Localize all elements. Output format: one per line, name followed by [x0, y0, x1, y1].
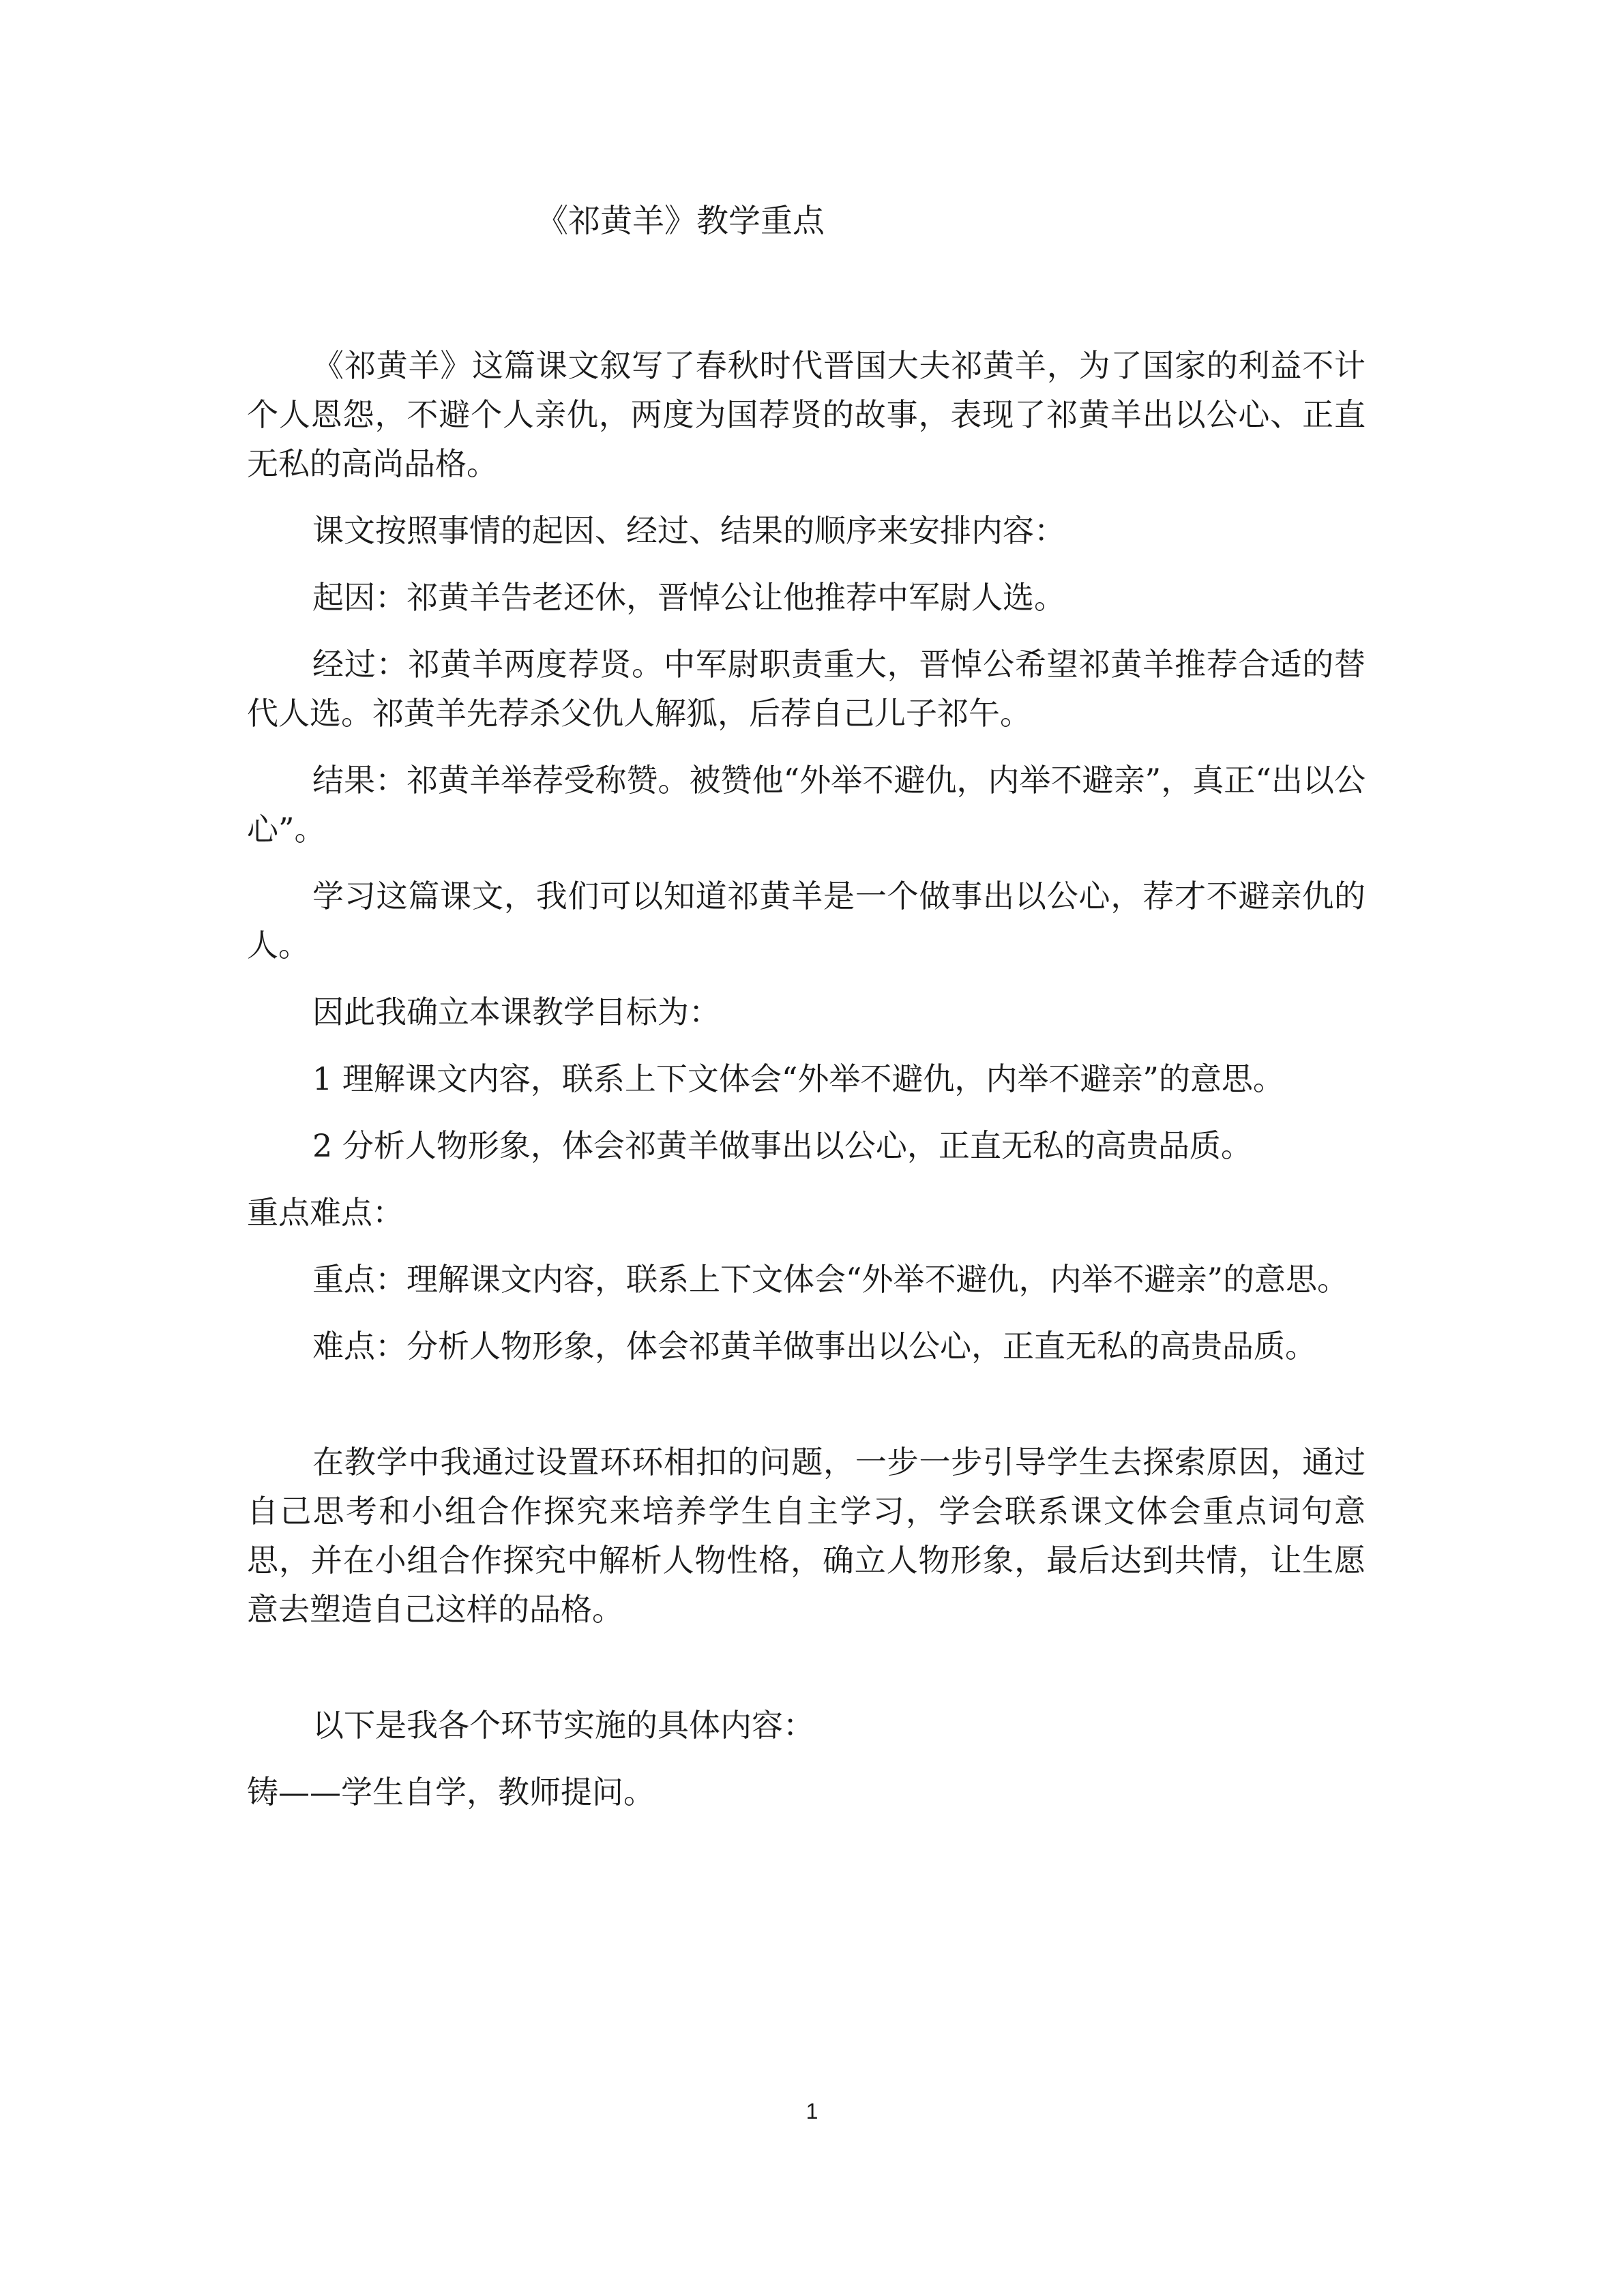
paragraph-process: 经过：祁黄羊两度荐贤。中军尉职责重大，晋悼公希望祁黄羊推荐合适的替代人选。祁黄羊先荐杀父仇人解狐，后荐自己儿子祁午。	[247, 646, 1365, 732]
list-item-goal-1: 1 理解课文内容，联系上下文体会“外举不避仇，内举不避亲”的意思。	[312, 1060, 1284, 1097]
paragraph-structure: 课文按照事情的起因、经过、结果的顺序来安排内容：	[312, 512, 1065, 549]
section-heading-key-points: 重点难点：	[247, 1194, 404, 1231]
document-body	[247, 341, 1365, 1834]
blank-line	[247, 1388, 1365, 1437]
paragraph-intro: 《祁黄羊》这篇课文叙写了春秋时代晋国大夫祁黄羊，为了国家的利益不计个人恩怨，不避个人亲仇，两度为国荐贤的故事，表现了祁黄羊出以公心、正直无私的高尚品格。	[247, 347, 1365, 482]
paragraph-method: 在教学中我通过设置环环相扣的问题，一步一步引导学生去探索原因，通过自己思考和小组合作探究来培养学生自主学习，学会联系课文体会重点词句意思，并在小组合作探究中解析人物性格，确立人物形象，最后达到共情，让生愿意去塑造自己这样的品格。	[247, 1444, 1365, 1628]
paragraph-difficulty: 难点：分析人物形象，体会祁黄羊做事出以公心，正直无私的高贵品质。	[312, 1328, 1316, 1365]
paragraph-cause: 起因：祁黄羊告老还休，晋悼公让他推荐中军尉人选。	[312, 579, 1065, 616]
paragraph-step-one: 铸——学生自学，教师提问。	[247, 1774, 655, 1810]
paragraph-goals-intro: 因此我确立本课教学目标为：	[312, 994, 720, 1030]
paragraph-result: 结果：祁黄羊举荐受称赞。被赞他“外举不避仇，内举不避亲”，真正“出以公心”。	[247, 762, 1365, 848]
page-number: 1	[806, 2099, 818, 2123]
blank-line	[247, 1652, 1365, 1701]
paragraph-steps-intro: 以下是我各个环节实施的具体内容：	[312, 1707, 814, 1744]
document-title: 《祁黄羊》教学重点	[536, 203, 825, 240]
list-item-goal-2: 2 分析人物形象，体会祁黄羊做事出以公心，正直无私的高贵品质。	[312, 1127, 1252, 1164]
paragraph-summary: 学习这篇课文，我们可以知道祁黄羊是一个做事出以公心，荐才不避亲仇的人。	[247, 878, 1365, 964]
paragraph-key-point: 重点：理解课文内容，联系上下文体会“外举不避仇，内举不避亲”的意思。	[312, 1261, 1349, 1298]
